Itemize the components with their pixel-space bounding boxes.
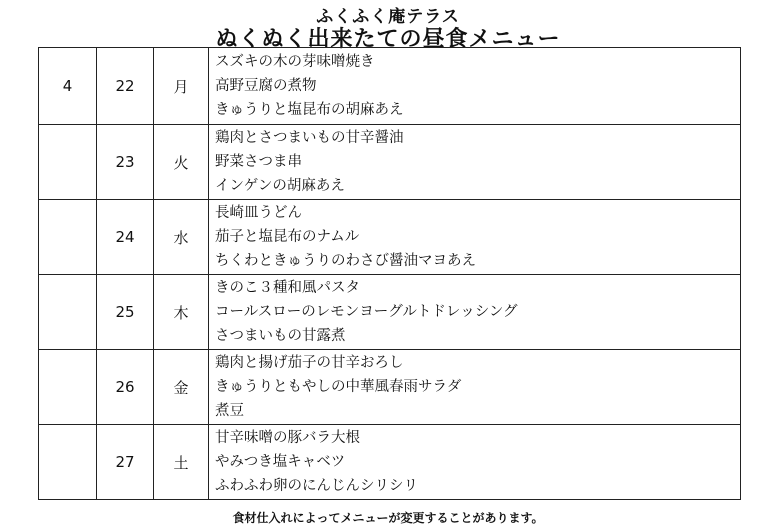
table-row — [39, 425, 741, 500]
dish-item: インゲンの胡麻あえ — [215, 178, 345, 194]
month-cell — [39, 350, 97, 425]
month-cell: 4 — [39, 48, 97, 125]
dish-item: 煮豆 — [215, 403, 244, 419]
dish-item: きゅうりともやしの中華風春雨サラダ — [215, 379, 462, 395]
dish-cell — [209, 48, 741, 125]
day-cell: 26 — [97, 350, 154, 425]
table-row — [39, 200, 741, 275]
dish-cell — [209, 200, 741, 275]
weekday-cell: 水 — [154, 200, 209, 275]
day-cell: 24 — [97, 200, 154, 275]
footer-note: 食材仕入れによってメニューが変更することがあります。 — [232, 511, 544, 525]
dish-item: 甘辛味噌の豚バラ大根 — [215, 430, 360, 446]
dish-cell — [209, 425, 741, 500]
dish-item: やみつき塩キャベツ — [215, 454, 346, 470]
dish-item: 鶏肉と揚げ茄子の甘辛おろし — [215, 355, 404, 371]
table-row — [39, 48, 741, 125]
dish-item: 長崎皿うどん — [215, 205, 302, 221]
month-cell — [39, 275, 97, 350]
weekday-cell: 金 — [154, 350, 209, 425]
menu-table — [38, 47, 741, 500]
dish-item: 鶏肉とさつまいもの甘辛醤油 — [215, 130, 404, 146]
day-cell: 23 — [97, 125, 154, 200]
day-cell: 27 — [97, 425, 154, 500]
page-title: ふくふく庵テラス — [316, 7, 460, 27]
dish-item: ふわふわ卵のにんじんシリシリ — [215, 478, 418, 494]
dish-cell — [209, 125, 741, 200]
day-cell: 25 — [97, 275, 154, 350]
dish-item: さつまいもの甘露煮 — [215, 328, 346, 344]
month-cell — [39, 200, 97, 275]
dish-item: 茄子と塩昆布のナムル — [215, 229, 360, 245]
table-row — [39, 125, 741, 200]
dish-item: ちくわときゅうりのわさび醤油マヨあえ — [215, 253, 476, 269]
dish-item: 野菜さつま串 — [215, 154, 302, 170]
weekday-cell: 土 — [154, 425, 209, 500]
dish-cell — [209, 350, 741, 425]
dish-item: 高野豆腐の煮物 — [215, 78, 317, 94]
dish-item: コールスローのレモンヨーグルトドレッシング — [215, 304, 518, 320]
dish-item: きゅうりと塩昆布の胡麻あえ — [215, 102, 404, 118]
dish-item: きのこ３種和風パスタ — [215, 280, 360, 296]
table-row — [39, 350, 741, 425]
dish-item: スズキの木の芽味噌焼き — [215, 54, 375, 70]
dish-cell — [209, 275, 741, 350]
page-subtitle: ぬくぬく出来たての昼食メニュー — [215, 27, 561, 52]
weekday-cell: 木 — [154, 275, 209, 350]
weekday-cell: 火 — [154, 125, 209, 200]
weekday-cell: 月 — [154, 48, 209, 125]
month-cell — [39, 125, 97, 200]
day-cell: 22 — [97, 48, 154, 125]
month-cell — [39, 425, 97, 500]
table-row — [39, 275, 741, 350]
